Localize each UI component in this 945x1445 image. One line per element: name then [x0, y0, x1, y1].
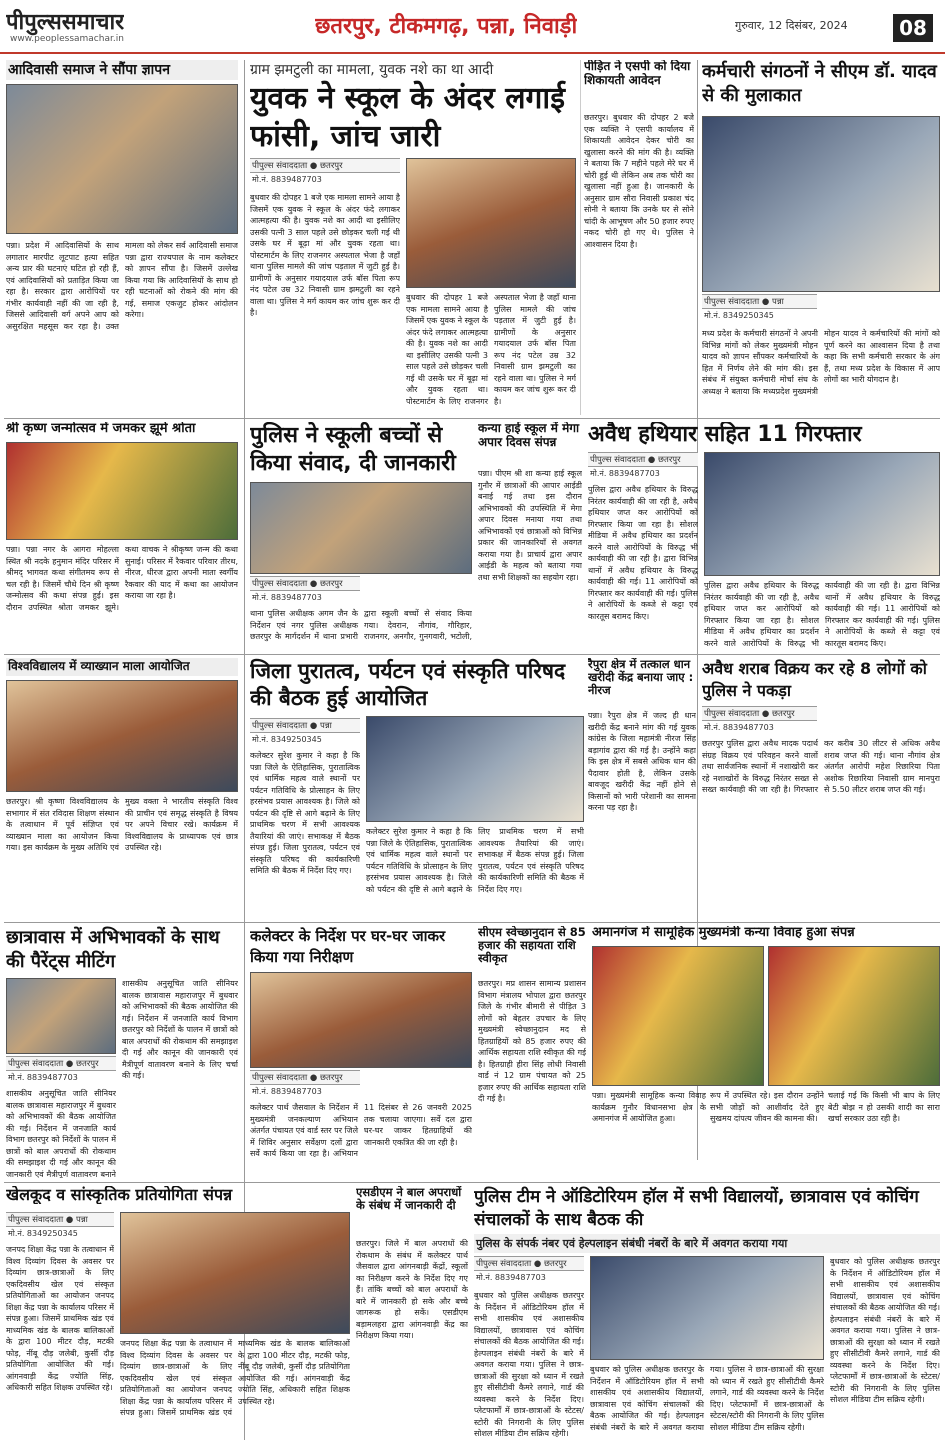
news-photo: [6, 84, 238, 234]
headline[interactable]: पुलिस ने स्कूली बच्चों से किया संवाद, दी जानकारी: [250, 423, 456, 476]
news-photo: [590, 1256, 824, 1360]
page-number: 08: [893, 14, 933, 42]
article-body: पन्ना। पीएम श्री शा कन्या हाई स्कूल गुनौर में छात्राओं की आपार आईडी बनाई गई तथा इस दौरान अभिभावकों की उपस्थिति में मेगा अपार दिवस मनाया गया तथा अभिभावकों एवं छात्राओं को विभिन्न प्रकार की जानकारियाँ से अवगत कराया गया है। प्राचार्य द्वारा अपार आईडी के महत्व को बताया गया तथा सभी शिक्षकों का सहयोग रहा।: [478, 469, 582, 582]
article-body: छतरपुर। बुधवार की दोपहर 2 बजे एक व्यक्ति ने एसपी कार्यालय में शिकायती आवेदन देकर चोरी का खुलासा करने की मांग की है। व्यक्ति ने बताया कि 7 महीने पहले मेरे घर में चोरी हुई थी लेकिन अब तक चोरी का खुलासा नहीं हुआ है। जानकारी के अनुसार ग्राम सौरा निवासी प्रकाश चंद सोनी ने बताया कि उनके घर से सोने चांदी के आभूषण और 50 हजार रुपए नकद चोरी हो गए थे। पुलिस ने आश्वासन दिया है।: [584, 113, 694, 249]
article-body-cont: कलेक्टर सुरेश कुमार ने कहा है कि पन्ना जिले के ऐतिहासिक, पुरातात्विक एवं धार्मिक महत्व वाले स्थानों पर पर्यटन गतिविधि के प्रोत्साहन के लिए हरसंभव प्रयास आवश्यक है। जिले को पर्यटन की दृष्टि से आगे बढ़ाने के लिए प्राथमिक चरण में सभी आवश्यक तैयारियां की जाएं। सभाकक्ष में बैठक संपन्न हुई। जिला पुरातत्व, पर्यटन एवं संस्कृति परिषद की कार्यकारिणी समिति की बैठक में निर्देश दिए गए।: [366, 827, 584, 894]
article-school-suicide: [250, 60, 576, 415]
article-body: मध्य प्रदेश के कर्मचारी संगठनों ने अपनी विभिन्न मांगों को लेकर मुख्यमंत्री मोहन यादव को ज्ञापन सौंपकर कर्मचारियों के हित में निर्णय लेने की मांग की। इस संबंध में संयुक्त कर्मचारी मोर्चा संघ के अध्यक्ष ने बताया कि मध्यप्रदेश मुख्यमंत्री मोहन यादव ने कर्मचारियों की मांगों को पूर्ण करने का आश्वासन दिया है तथा कहा कि सभी कर्मचारी सरकार के अंग हैं, तथा मध्य प्रदेश के विकास में आप लोगों का भारी योगदान है।: [702, 329, 940, 396]
section-divider: [4, 1182, 940, 1183]
website-url[interactable]: www.peoplessamachar.in: [10, 34, 124, 44]
article-body: जनपद शिक्षा केंद्र पन्ना के तत्वाधान में विश्व दिव्यांग दिवस के अवसर पर दिव्यांग छात्र-छात्राओं के लिए एकदिवसीय खेल एवं संस्कृत प्रतियोगिताओं का आयोजन जनपद शिक्षा केंद्र पन्ना के कार्यालय परिसर में संपन्न हुआ। जिसमें प्राथमिक खंड एवं माध्यमिक खंड के बालक बालिकाओं के द्वारा 100 मीटर दौड़, मटकी फोड़, नींबू दौड़ जलेबी, कुर्सी दौड़ प्रतियोगिता आयोजित की गई। आंगनवाड़ी केंद्र ज्योति सिंह, अधिकारी सहित शिक्षक उपस्थित रहे।: [6, 1245, 114, 1392]
masthead: [0, 0, 945, 54]
headline[interactable]: एसडीएम ने बाल अपराधों के संबंध में जानकारी दी: [356, 1186, 462, 1213]
article-body: शासकीय अनुसूचित जाति सीनियर बालक छात्रावास महाराजपुर में बुधवार को अभिभावकों की बैठक आयोजित की गई। निर्देशन में जनजाति कार्य विभाग छतरपुर को निर्देशों के पालन में छात्रों को बाल अपराधों की रोकथाम की समझाइश दी गई और कानून की जानकारी एवं मैत्रीपूर्ण वातावरण बनाने: [6, 1089, 116, 1178]
byline: पीपुल्स संवाददाता ● छतरपुर: [6, 1056, 116, 1071]
article-body: छतरपुर। मप्र शासन सामान्य प्रशासन विभाग मंत्रालय भोपाल द्वारा छतरपुर जिले के गंभीर बीमारी से पीड़ित 3 लोगों को बेहतर उपचार के लिए मुख्यमंत्री स्वेच्छानुदान मद से हितग्राहियों को 85 हजार रुपए की आर्थिक सहायता राशि स्वीकृत की गई है। हितग्राही हीरा सिंह लोधी निवासी वार्ड नं 12 ग्राम पंचायत को 25 हजार रुपए की आर्थिक सहायता राशि दी गई है।: [478, 979, 586, 1103]
headline[interactable]: कन्या हाई स्कूल में मेगा अपार दिवस संपन्न: [478, 422, 580, 449]
article-university: [6, 658, 238, 920]
article-mass-wedding: [592, 926, 940, 1180]
article-body-cont: जनपद शिक्षा केंद्र पन्ना के तत्वाधान में विश्व दिव्यांग दिवस के अवसर पर दिव्यांग छात्र-छात्राओं के लिए एकदिवसीय खेल एवं संस्कृत प्रतियोगिताओं का आयोजन जनपद शिक्षा केंद्र पन्ना के कार्यालय परिसर में संपन्न हुआ। जिसमें प्राथमिक खंड एवं माध्यमिक खंड के बालक बालिकाओं के द्वारा 100 मीटर दौड़, मटकी फोड़, नींबू दौड़ जलेबी, कुर्सी दौड़ प्रतियोगिता आयोजित की गई। आंगनवाड़ी केंद्र ज्योति सिंह, अधिकारी सहित शिक्षक उपस्थित रहे।: [120, 1339, 350, 1417]
article-body: बुधवार को पुलिस अधीक्षक छतरपुर के निर्देशन में ऑडिटोरियम हॉल में सभी शासकीय एवं अशासकीय विद्यालयों, छात्रावास एवं कोचिंग संचालकों की बैठक आयोजित की गई। हेल्पलाइन संबंधी नंबरों के बारे में अवगत कराया गया। पुलिस ने छात्र-छात्राओं की सुरक्षा को ध्यान में रखते हुए सीसीटीवी कैमरे लगाने, गार्ड की व्यवस्था करने के निर्देश दिए। प्लेटफार्मों में छात्र-छात्राओं के स्टेटस/स्टोरी की निगरानी के लिए पुलिस सोशल मीडिया टीम सक्रिय रहेगी।: [474, 1291, 584, 1438]
article-sports: [6, 1186, 350, 1440]
mobile-number: मो.नं. 8839487703: [252, 1087, 322, 1096]
byline: पीपुल्स संवाददाता ● पन्ना: [702, 294, 817, 309]
headline[interactable]: रैपुरा क्षेत्र में तत्काल धान खरीदी केंद्र बनाया जाए : नीरज: [588, 658, 694, 698]
photo-caption: चलाई गई कि किसी भी बाप के लिए बेटी बोझ न हो उसकी शादी का सारा खर्चा सरकार उठा रही है।: [828, 1091, 940, 1123]
article-body: पन्ना। प्रदेश में आदिवासियों के साथ लगातार मारपीट लूटपाट हत्या सहित अन्य प्रार की घटनाएं घटित हो रही हैं, एवं आदिवासियों को प्रताड़ित किया जा रहा है। सरकार द्वारा आरोपियों पर गंभीर कार्यवाही नहीं की जा रही है, जिससे आदिवासी वर्ग अपने आप को असुरक्षित महसूस कर रहा है। उक्त मामला को लेकर सर्व आदिवासी समाज पन्ना द्वारा राज्यपाल के नाम कलेक्टर को ज्ञापन सौंपा है। जिसमें उल्लेख किया गया कि आदिवासियों के साथ हो रही घटनाओं को रोकने की मांग की गई, समाज एकजुट होकर आंदोलन करेगा।: [6, 241, 238, 331]
region-title: छतरपुर, टीकमगढ़, पन्ना, निवाड़ी: [315, 14, 578, 39]
photo-caption: पन्ना। मुख्यमंत्री सामूहिक कन्या विवाह कार्यक्रम गुनौर विधानसभा क्षेत्र के अमानगंज में आयोजित हुआ।: [592, 1091, 706, 1123]
issue-date: गुरुवार, 12 दिसंबर, 2024: [735, 19, 848, 32]
headline[interactable]: खेलकूद व सांस्कृतिक प्रतियोगिता संपन्न: [6, 1186, 233, 1204]
mobile-number: मो.नं. 8839487703: [252, 175, 322, 184]
article-auditorium-meeting: [474, 1186, 940, 1440]
section-divider: [4, 418, 940, 419]
article-body: थाना पुलिस अधीक्षक अगम जैन के निर्देशन एवं नगर पुलिस अधीक्षक छतरपुर के मार्गदर्शन में थाना प्रभारी द्वारा स्कूली बच्चों से संवाद किया गया। देवरान, नौगांव, गौरिहार, राजनगर, अनगौर, गुनगवारी, भटोली,: [250, 609, 472, 641]
article-parents-meeting: [6, 926, 238, 1180]
article-body: पुलिस द्वारा अवैध हथियार के विरुद्ध निरंतर कार्यवाही की जा रही है, अवैध हथियार जप्त कर आरोपियों को गिरफ्तार किया जा रहा है। सोशल मीडिया में अवैध हथियार का प्रदर्शन करने वाले आरोपियों के विरुद्ध भी कार्यवाही की जा रही है। द्वारा विभिन्न थानों में अवैध हथियार के विरुद्ध कार्यवाही की गई। 11 आरोपियों को गिरफ्तार कर कार्यवाही की गई। पुलिस ने आरोपियों के कब्जे से कट्टा एवं कारतूस बरामद किए।: [588, 485, 698, 621]
byline-box: [474, 1256, 584, 1284]
byline-box: [6, 1056, 116, 1084]
headline[interactable]: आदिवासी समाज ने सौंपा ज्ञापन: [6, 60, 238, 80]
byline-box: [250, 158, 400, 186]
byline: पीपुल्स संवाददाता ● छतरपुर: [250, 158, 400, 173]
article-paddy-center: [588, 658, 696, 920]
headline[interactable]: विश्वविद्यालय में व्याख्यान माला आयोजित: [6, 658, 238, 676]
article-body: कलेक्टर पार्थ जैसवाल के निर्देशन में मुख्यमंत्री जनकल्याण अभियान अंतर्गत पंचायत एवं वार्ड स्तर पर जिले में शिविर अनुसार सर्वेक्षण दलों द्वारा सर्वे कार्य किया जा रहा है। अभियान 11 दिसंबर से 26 जनवरी 2025 तक चलाया जाएगा। सर्वे दल द्वारा घर-घर जाकर हितग्राहियों की जानकारी एकत्रित की जा रही है।: [250, 1103, 472, 1158]
headline[interactable]: कर्मचारी संगठनों ने सीएम डॉ. यादव से की मुलाकात: [702, 61, 937, 106]
photo-caption: रूप में उपस्थित रहे। इस दौरान उन्होंने सभी जोड़ों को आशीर्वाद देते हुए सुखमय दांपत्य जीवन की कामना की।: [710, 1091, 824, 1123]
news-photo: [250, 482, 472, 574]
byline: पीपुल्स संवाददाता ● पन्ना: [6, 1212, 114, 1227]
byline-box: [250, 1070, 360, 1098]
article-body-cont: बुधवार को पुलिस अधीक्षक छतरपुर के निर्देशन में ऑडिटोरियम हॉल में सभी शासकीय एवं अशासकीय विद्यालयों, छात्रावास एवं कोचिंग संचालकों की बैठक आयोजित की गई। हेल्पलाइन संबंधी नंबरों के बारे में अवगत कराया गया। पुलिस ने छात्र-छात्राओं की सुरक्षा को ध्यान में रखते हुए सीसीटीवी कैमरे लगाने, गार्ड की व्यवस्था करने के निर्देश दिए। प्लेटफार्मों में छात्र-छात्राओं के स्टेटस/स्टोरी की निगरानी के लिए पुलिस सोशल मीडिया टीम सक्रिय रहेगी।: [590, 1365, 824, 1432]
article-body-cont: पुलिस द्वारा अवैध हथियार के विरुद्ध निरंतर कार्यवाही की जा रही है, अवैध हथियार जप्त कर आरोपियों को गिरफ्तार किया जा रहा है। सोशल मीडिया में अवैध हथियार का प्रदर्शन करने वाले आरोपियों के विरुद्ध भी कार्यवाही की जा रही है। द्वारा विभिन्न थानों में अवैध हथियार के विरुद्ध कार्यवाही की गई। 11 आरोपियों को गिरफ्तार कर कार्यवाही की गई। पुलिस ने आरोपियों के कब्जे से कट्टा एवं कारतूस बरामद किए।: [704, 581, 940, 648]
headline[interactable]: छात्रावास में अभिभावकों के साथ की पैरेंट्स मीटिंग: [6, 927, 220, 972]
mobile-number: मो.नं. 8349250345: [704, 311, 774, 320]
article-body-side: बुधवार को पुलिस अधीक्षक छतरपुर के निर्देशन में ऑडिटोरियम हॉल में सभी शासकीय एवं अशासकीय विद्यालयों, छात्रावास एवं कोचिंग संचालकों की बैठक आयोजित की गई। हेल्पलाइन संबंधी नंबरों के बारे में अवगत कराया गया। पुलिस ने छात्र-छात्राओं की सुरक्षा को ध्यान में रखते हुए सीसीटीवी कैमरे लगाने, गार्ड की व्यवस्था करने के निर्देश दिए। प्लेटफार्मों में छात्र-छात्राओं के स्टेटस/स्टोरी की निगरानी के लिए पुलिस सोशल मीडिया टीम सक्रिय रहेगी।: [830, 1257, 940, 1404]
article-adivasi: [6, 60, 238, 415]
article-sp-complaint: [580, 60, 694, 415]
news-photo: [250, 972, 472, 1068]
news-photo: [120, 1212, 350, 1334]
byline-box: [250, 576, 360, 604]
news-photo: [592, 946, 764, 1086]
article-body: पन्ना। रैपुरा क्षेत्र में जल्द ही धान खरीदी केंद्र बनाने मांग की गई युवक कांग्रेस के जिला महामंत्री नीरज सिंह बड़ागांव द्वारा की गई है। उन्होंने कहा कि इस क्षेत्र में सबसे अधिक धान की पैदावार होती है, लेकिन उसके बावजूद खरीदी केंद्र नहीं होने से किसानों को भारी परेशानी का सामना करना पड़ रहा है।: [588, 711, 696, 812]
headline[interactable]: युवक ने स्कूल के अंदर लगाई फांसी, जांच जारी: [250, 81, 565, 154]
article-illegal-weapons: [588, 422, 940, 652]
article-body: छतरपुर पुलिस द्वारा अवैध मादक पदार्थ संग्रह विक्रय एवं परिवहन करने वालों तथा सार्वजनिक स्थानों में नशाखोरी कर रहे नशाखोरों के विरुद्ध निरंतर सख्त से सख्त कार्यवाही की जा रही है। गिरफ्तार कर करीब 30 लीटर से अधिक अवैध शराब जप्त की गई। थाना नौगांव क्षेत्र अंतर्गत आरोपी महेश रिछारिया पिता अशोक रिछारिया निवासी ग्राम मानपुरा से 5.50 लीटर शराब जप्त की गई।: [702, 739, 940, 794]
brand-logo-second: समाचार: [61, 10, 125, 35]
kicker: ग्राम झमटुली का मामला, युवक नशे का था आदी: [250, 62, 494, 78]
byline-box: [702, 706, 817, 734]
article-door-survey: [250, 926, 472, 1180]
brand-logo[interactable]: पीपुल्ससमाचार: [6, 10, 125, 35]
headline[interactable]: कलेक्टर के निर्देश पर घर-घर जाकर किया गया निरीक्षण: [250, 927, 446, 966]
byline: पीपुल्स संवाददाता ● पन्ना: [250, 718, 360, 733]
section-divider: [4, 654, 940, 655]
article-krishna: [6, 422, 238, 652]
article-apaar-day: [478, 422, 582, 652]
news-photo: [6, 442, 238, 540]
mobile-number: मो.नं. 8349250345: [8, 1229, 78, 1238]
article-body: छतरपुर। जिले में बाल अपराधों की रोकथाम के संबंध में कलेक्टर पार्थ जैसवाल द्वारा आंगनबाड़ी केंद्रों, स्कूलों का निरीक्षण करने के निर्देश दिए गए हैं। तांकि बच्चों को बाल अपराधों के बारे में जानकारी हो सके और बच्चे जागरूक हो सकें। एसडीएम बड़ामलहरा द्वारा आंगनवाड़ी केंद्र का निरीक्षण किया गया।: [356, 1239, 468, 1340]
headline[interactable]: सीएम स्वेच्छानुदान से 85 हजार की सहायता राशि स्वीकृत: [478, 926, 586, 966]
section-divider: [4, 922, 940, 923]
news-photo: [704, 452, 940, 576]
headline[interactable]: अवैध शराब विक्रय कर रहे 8 लोगों को पुलिस ने पकड़ा: [702, 659, 927, 700]
news-photo: [768, 946, 940, 1086]
article-police-students: [250, 422, 472, 652]
article-body: कलेक्टर सुरेश कुमार ने कहा है कि पन्ना जिले के ऐतिहासिक, पुरातात्विक एवं धार्मिक महत्व वाले स्थानों पर पर्यटन गतिविधि के प्रोत्साहन के लिए हरसंभव प्रयास आवश्यक है। जिले को पर्यटन की दृष्टि से आगे बढ़ाने के लिए प्राथमिक चरण में सभी आवश्यक तैयारियां की जाएं। सभाकक्ष में बैठक संपन्न हुई। जिला पुरातत्व, पर्यटन एवं संस्कृति परिषद की कार्यकारिणी समिति की बैठक में निर्देश दिए गए।: [250, 751, 360, 875]
mobile-number: मो.नं. 8839487703: [252, 593, 322, 602]
byline: पीपुल्स संवाददाता ● छतरपुर: [250, 576, 360, 591]
mobile-number: मो.नं. 8839487703: [476, 1273, 546, 1282]
headline[interactable]: पीड़ित ने एसपी को दिया शिकायती आवेदन: [584, 60, 691, 87]
headline[interactable]: अवैध हथियार सहित 11 गिरफ्तार: [588, 422, 862, 447]
headline[interactable]: पुलिस टीम ने ऑडिटोरियम हॉल में सभी विद्यालयों, छात्रावास एवं कोचिंग संचालकों के साथ बैठक की: [474, 1187, 919, 1230]
headline[interactable]: जिला पुरातत्व, पर्यटन एवं संस्कृति परिषद की बैठक हुई आयोजित: [250, 659, 566, 710]
byline: पीपुल्स संवाददाता ● छतरपुर: [474, 1256, 584, 1271]
mobile-number: मो.नं. 8349250345: [252, 735, 322, 744]
byline: पीपुल्स संवाददाता ● छतरपुर: [250, 1070, 360, 1085]
news-photo: [406, 158, 576, 288]
article-archaeology: [250, 658, 584, 920]
article-body-cont: बुधवार की दोपहर 1 बजे एक मामला सामने आया है जिसमें एक युवक ने स्कूल के अंदर फंदे लगाकर आत्महत्या की है। युवक नशे का आदी था इसीलिए उसकी पत्नी 3 साल पहले उसे छोड़कर चली गई थी उसके घर में बूढ़ा मां और युवक रहता था। पोस्टमार्टम के लिए राजनगर अस्पताल भेजा है जहाँ थाना पुलिस मामले की जांच पड़ताल में जुटी हुई है। ग्रामीणों के अनुसार गयादयाल उर्फ बॉस पिता रूप नंद पटेल उम्र 32 निवासी ग्राम झमटुली का रहने वाला था। पुलिस ने मर्ग कायम कर जांच शुरू कर दी है।: [406, 293, 576, 406]
kicker: पुलिस के संपर्क नंबर एवं हेल्पलाइन संबंधी नंबरों के बारे में अवगत कराया गया: [474, 1234, 940, 1253]
article-sdm-child-crime: [356, 1186, 468, 1440]
article-body: पन्ना। पन्ना नगर के आगरा मोहल्ला स्थित श्री नदके हनुमान मंदिर परिसर में श्रीमद् भागवत कथा संगीतमय रूप से चल रही है। जिसमें चौथे दिन श्री कृष्ण जन्मोत्सव की कथा संपन्न हुई। इस दौरान उपस्थित श्रोता जमकर झूमे। कथा वाचक ने श्रीकृष्ण जन्म की कथा सुनाई। परिसर में रैकवार परिवार तीरथ, नीरज, धीरज द्वारा अपनी माता स्वर्गीय रैकवार की याद में कथा का आयोजन कराया जा रहा है।: [6, 545, 238, 612]
byline: पीपुल्स संवाददाता ● छतरपुर: [588, 452, 698, 467]
article-body-cont: शासकीय अनुसूचित जाति सीनियर बालक छात्रावास महाराजपुर में बुधवार को अभिभावकों की बैठक आयोजित की गई। निर्देशन में जनजाति कार्य विभाग छतरपुर को निर्देशों के पालन में छात्रों को बाल अपराधों की रोकथाम की समझाइश दी गई और कानून की जानकारी एवं मैत्रीपूर्ण वातावरण बनाने के लिए चर्चा की गई।: [122, 979, 238, 1080]
news-photo: [366, 716, 584, 822]
mobile-number: मो.नं. 8839487703: [8, 1073, 78, 1082]
byline-box: [250, 718, 360, 746]
article-cm-grant: [478, 926, 586, 1180]
byline-box: [702, 294, 817, 322]
news-photo: [6, 680, 238, 792]
mobile-number: मो.नं. 8839487703: [590, 469, 660, 478]
article-body: छतरपुर। श्री कृष्णा विश्वविद्यालय के सभागार में संत रविदास शिक्षण संस्थान के तत्वाधान में पूर्व संज्ञिप्त एवं व्याख्यान माला का आयोजन किया गया। इस कार्यक्रम के मुख्य अतिथि एवं मुख्य वक्ता ने भारतीय संस्कृति विश्व की प्राचीन एवं समृद्ध संस्कृति है विषय पर अपने विचार रखे। कार्यक्रम में विश्वविद्यालय के प्राध्यापक एवं छात्र उपस्थित रहे।: [6, 797, 238, 852]
news-photo: [6, 978, 116, 1054]
news-photo: [702, 116, 940, 292]
article-employee-union: [702, 60, 940, 415]
byline-box: [6, 1212, 114, 1240]
byline-box: [588, 452, 698, 480]
byline: पीपुल्स संवाददाता ● छतरपुर: [702, 706, 817, 721]
headline[interactable]: अमानगंज में सामूहिक मुख्यमंत्री कन्या विवाह हुआ संपन्न: [592, 926, 855, 940]
article-illegal-liquor: [702, 658, 940, 920]
headline[interactable]: श्री कृष्ण जन्मोत्सव में जमकर झूमे श्रोता: [6, 422, 196, 436]
mobile-number: मो.नं. 8839487703: [704, 723, 774, 732]
article-body: बुधवार की दोपहर 1 बजे एक मामला सामने आया है जिसमें एक युवक ने स्कूल के अंदर फंदे लगाकर आत्महत्या की है। युवक नशे का आदी था इसीलिए उसकी पत्नी 3 साल पहले उसे छोड़कर चली गई थी उसके घर में बूढ़ा मां और युवक रहता था। पोस्टमार्टम के लिए राजनगर अस्पताल भेजा है जहाँ थाना पुलिस मामले की जांच पड़ताल में जुटी हुई है। ग्रामीणों के अनुसार गयादयाल उर्फ बॉस पिता रूप नंद पटेल उम्र 32 निवासी ग्राम झमटुली का रहने वाला था। पुलिस ने मर्ग कायम कर जांच शुरू कर दी है।: [250, 193, 400, 317]
